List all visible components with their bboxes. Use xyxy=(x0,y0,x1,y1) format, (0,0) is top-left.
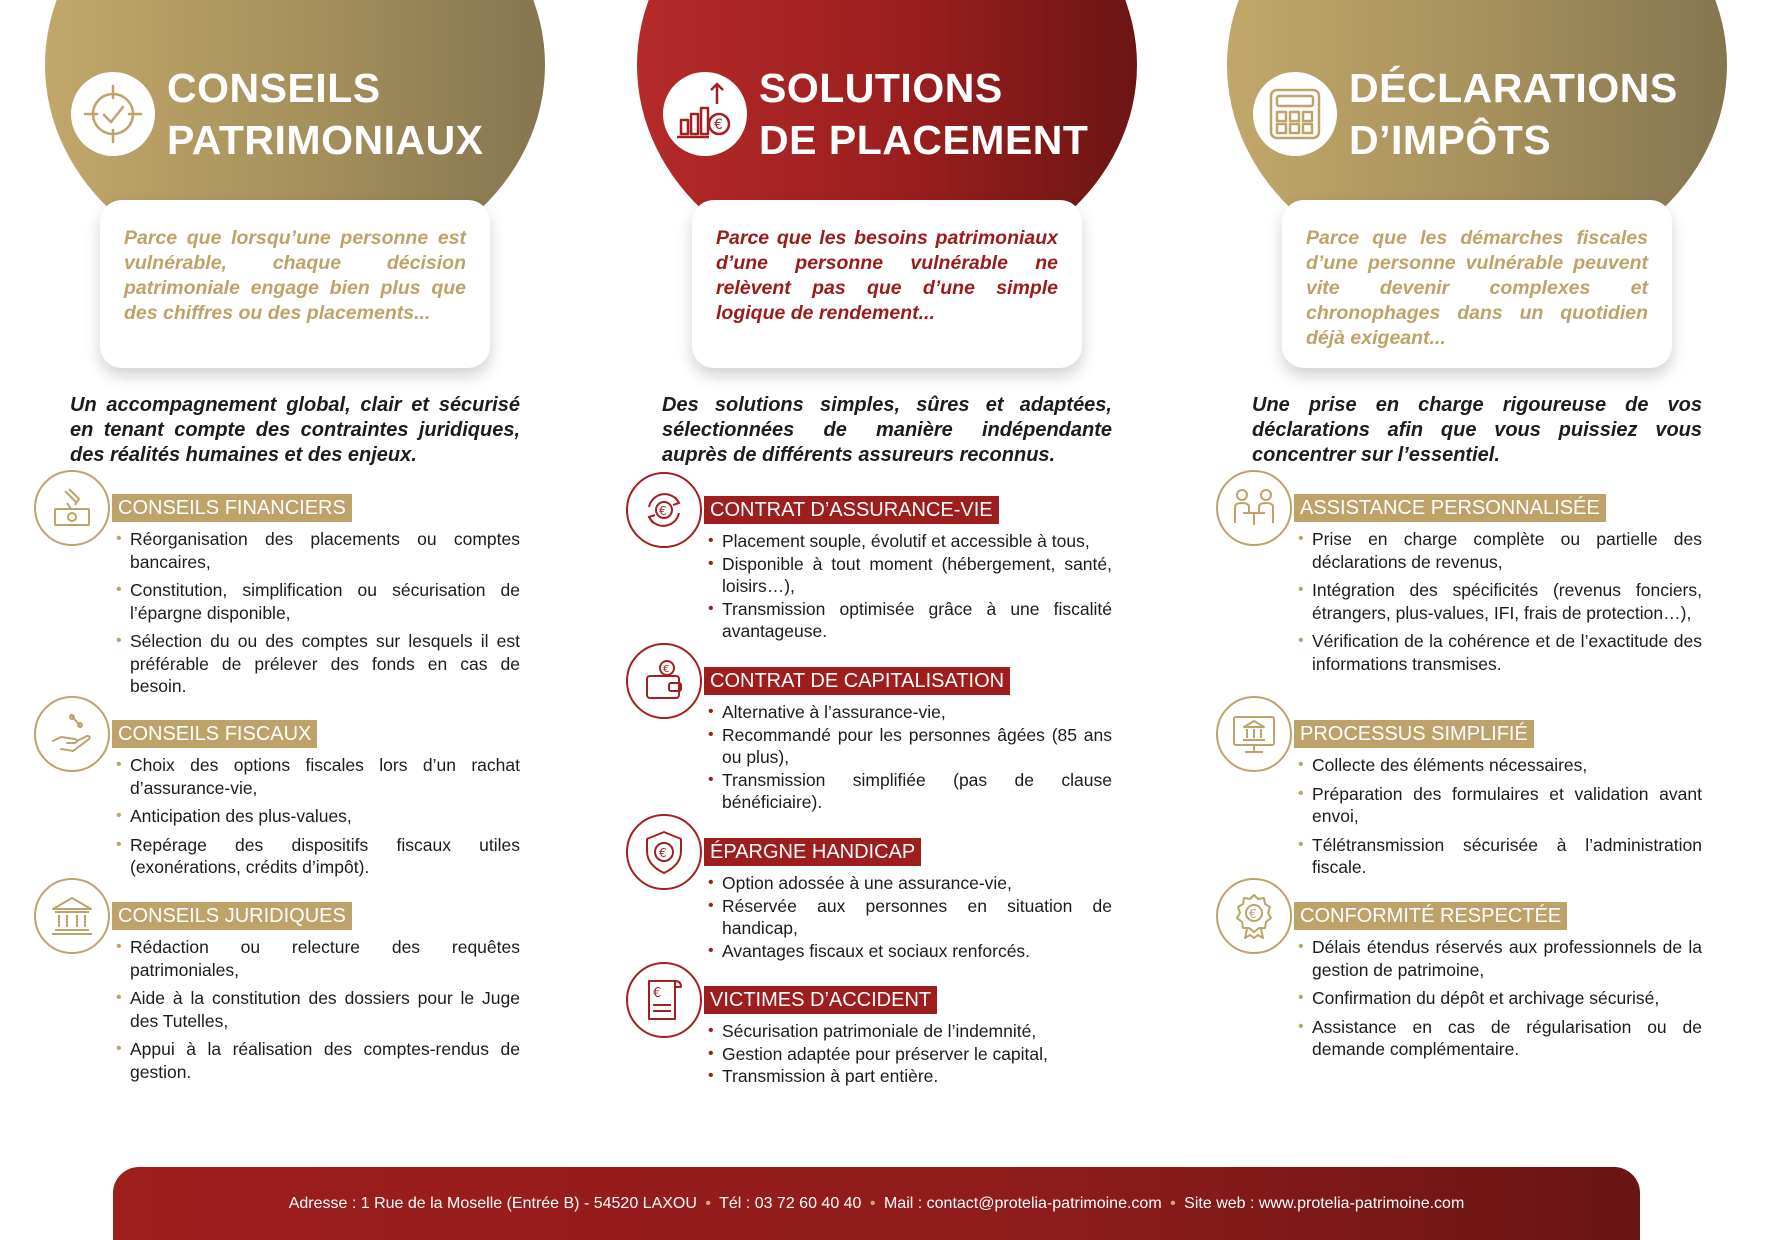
column-conseils-patrimoniaux xyxy=(30,0,590,1160)
svg-text:€: € xyxy=(714,117,723,133)
list-item: • Choix des options fiscales lors d’un rachat d’assurance-vie, xyxy=(116,754,520,799)
people-meeting-icon xyxy=(1216,470,1292,546)
list-item: • Collecte des éléments nécessaires, xyxy=(1298,754,1702,777)
list-item: • Gestion adaptée pour préserver le capital, xyxy=(708,1043,1112,1066)
column-title xyxy=(759,62,1088,166)
section-list xyxy=(116,936,520,1089)
title-line-2: PATRIMONIAUX xyxy=(167,117,484,163)
growth-chart-euro-icon xyxy=(663,72,747,156)
quote-card: Parce que lorsqu’une personne est vulnérable, chaque décision patrimoniale engage bien plus que des chiffres ou des placements... xyxy=(100,200,490,368)
title-line-2: D’IMPÔTS xyxy=(1349,117,1552,163)
list-item: • Transmission simplifiée (pas de clause bénéficiaire). xyxy=(708,769,1112,814)
section-list xyxy=(116,528,520,704)
mail-link[interactable]: Mail : contact@protelia-patrimoine.com xyxy=(883,1195,1162,1212)
section-title: ÉPARGNE HANDICAP xyxy=(704,838,921,866)
section-list xyxy=(1298,528,1702,681)
list-item: • Prise en charge complète ou partielle des déclarations de revenus, xyxy=(1298,528,1702,573)
website-link[interactable]: Site web : www.protelia-patrimoine.com xyxy=(1184,1195,1465,1212)
column-title xyxy=(167,62,484,166)
contact-line xyxy=(113,1195,1640,1213)
list-item: • Sélection du ou des comptes sur lesquels il est préférable de prélever des fonds en cas de besoin. xyxy=(116,630,520,698)
list-item: • Option adossée à une assurance-vie, xyxy=(708,872,1112,895)
separator: • xyxy=(869,1195,876,1212)
title-line-2: DE PLACEMENT xyxy=(759,117,1089,163)
list-item: • Sécurisation patrimoniale de l’indemnité, xyxy=(708,1020,1112,1043)
list-item: • Constitution, simplification ou sécurisation de l’épargne disponible, xyxy=(116,579,520,624)
hand-percent-icon xyxy=(34,696,110,772)
section-list xyxy=(708,1020,1112,1088)
address-text: Adresse : 1 Rue de la Moselle (Entrée B) - 54520 LAXOU xyxy=(288,1195,697,1212)
svg-text:€: € xyxy=(1249,907,1257,921)
list-item: • Préparation des formulaires et validation avant envoi, xyxy=(1298,783,1702,828)
list-item: • Recommandé pour les personnes âgées (85 ans ou plus), xyxy=(708,724,1112,769)
contact-footer xyxy=(113,1167,1640,1240)
separator: • xyxy=(705,1195,711,1212)
shield-euro-icon xyxy=(626,814,702,890)
svg-text:€: € xyxy=(653,986,662,1001)
section-title: CONFORMITÉ RESPECTÉE xyxy=(1294,902,1567,930)
quote-card: Parce que les besoins patrimoniaux d’une personne vulnérable ne relèvent pas que d’une simple logique de rendement... xyxy=(692,200,1082,368)
list-item: • Avantages fiscaux et sociaux renforcés. xyxy=(708,940,1112,963)
list-item: • Aide à la constitution des dossiers pour le Juge des Tutelles, xyxy=(116,987,520,1032)
list-item: • Rédaction ou relecture des requêtes patrimoniales, xyxy=(116,936,520,981)
section-title: CONSEILS FISCAUX xyxy=(112,720,317,748)
section-list xyxy=(708,872,1112,962)
euro-cycle-icon xyxy=(626,472,702,548)
title-line-1: SOLUTIONS xyxy=(759,65,1003,111)
section-list xyxy=(708,530,1112,643)
list-item: • Alternative à l’assurance-vie, xyxy=(708,701,1112,724)
separator: • xyxy=(1170,1195,1176,1212)
list-item: • Transmission à part entière. xyxy=(708,1065,1112,1088)
section-list xyxy=(1298,936,1702,1067)
section-list xyxy=(116,754,520,885)
section-title: CONSEILS JURIDIQUES xyxy=(112,902,352,930)
calculator-icon xyxy=(1253,72,1337,156)
list-item: • Assistance en cas de régularisation ou de demande complémentaire. xyxy=(1298,1016,1702,1061)
list-item: • Disponible à tout moment (hébergement, santé, loisirs…), xyxy=(708,553,1112,598)
section-title: CONTRAT D’ASSURANCE-VIE xyxy=(704,496,999,524)
quote-card: Parce que les démarches fiscales d’une personne vulnérable peuvent vite devenir complexes et chronophages dans un quotidien déjà exigeant... xyxy=(1282,200,1672,368)
section-list xyxy=(1298,754,1702,885)
list-item: • Anticipation des plus-values, xyxy=(116,805,520,828)
section-list xyxy=(708,701,1112,814)
svg-text:€: € xyxy=(659,504,667,518)
column-declarations-impots xyxy=(1212,0,1772,1160)
section-title: CONSEILS FINANCIERS xyxy=(112,494,352,522)
seal-euro-icon xyxy=(1216,878,1292,954)
list-item: • Confirmation du dépôt et archivage sécurisé, xyxy=(1298,987,1702,1010)
target-check-icon xyxy=(71,72,155,156)
list-item: • Placement souple, évolutif et accessible à tous, xyxy=(708,530,1112,553)
section-title: VICTIMES D’ACCIDENT xyxy=(704,986,937,1014)
column-solutions-de-placement xyxy=(622,0,1182,1160)
intro-text: Un accompagnement global, clair et sécurisé en tenant compte des contraintes juridiques, des réalités humaines et des enjeux. xyxy=(70,394,520,466)
list-item: • Vérification de la cohérence et de l’exactitude des informations transmises. xyxy=(1298,630,1702,675)
hand-bill-icon xyxy=(34,470,110,546)
phone-text[interactable]: Tél : 03 72 60 40 40 xyxy=(719,1195,862,1212)
list-item: • Réorganisation des placements ou comptes bancaires, xyxy=(116,528,520,573)
section-title: CONTRAT DE CAPITALISATION xyxy=(704,667,1010,695)
svg-text:€: € xyxy=(659,846,667,860)
section-title: ASSISTANCE PERSONNALISÉE xyxy=(1294,494,1606,522)
intro-text: Des solutions simples, sûres et adaptées, sélectionnées de manière indépendante auprès de différents assureurs reconnus. xyxy=(662,394,1112,466)
title-line-1: CONSEILS xyxy=(167,65,381,111)
bank-icon xyxy=(34,878,110,954)
svg-text:€: € xyxy=(663,664,670,675)
list-item: • Télétransmission sécurisée à l’administration fiscale. xyxy=(1298,834,1702,879)
title-line-1: DÉCLARATIONS xyxy=(1349,65,1678,111)
document-euro-icon xyxy=(626,962,702,1038)
list-item: • Intégration des spécificités (revenus fonciers, étrangers, plus-values, IFI, frais de protection…), xyxy=(1298,579,1702,624)
section-title: PROCESSUS SIMPLIFIÉ xyxy=(1294,720,1534,748)
screen-bank-icon xyxy=(1216,696,1292,772)
list-item: • Transmission optimisée grâce à une fiscalité avantageuse. xyxy=(708,598,1112,643)
wallet-euro-icon xyxy=(626,643,702,719)
list-item: • Délais étendus réservés aux professionnels de la gestion de patrimoine, xyxy=(1298,936,1702,981)
list-item: • Réservée aux personnes en situation de handicap, xyxy=(708,895,1112,940)
list-item: • Appui à la réalisation des comptes-rendus de gestion. xyxy=(116,1038,520,1083)
column-title xyxy=(1349,62,1678,166)
intro-text: Une prise en charge rigoureuse de vos déclarations afin que vous puissiez vous concentrer sur l’essentiel. xyxy=(1252,394,1702,466)
list-item: • Repérage des dispositifs fiscaux utiles (exonérations, crédits d’impôt). xyxy=(116,834,520,879)
